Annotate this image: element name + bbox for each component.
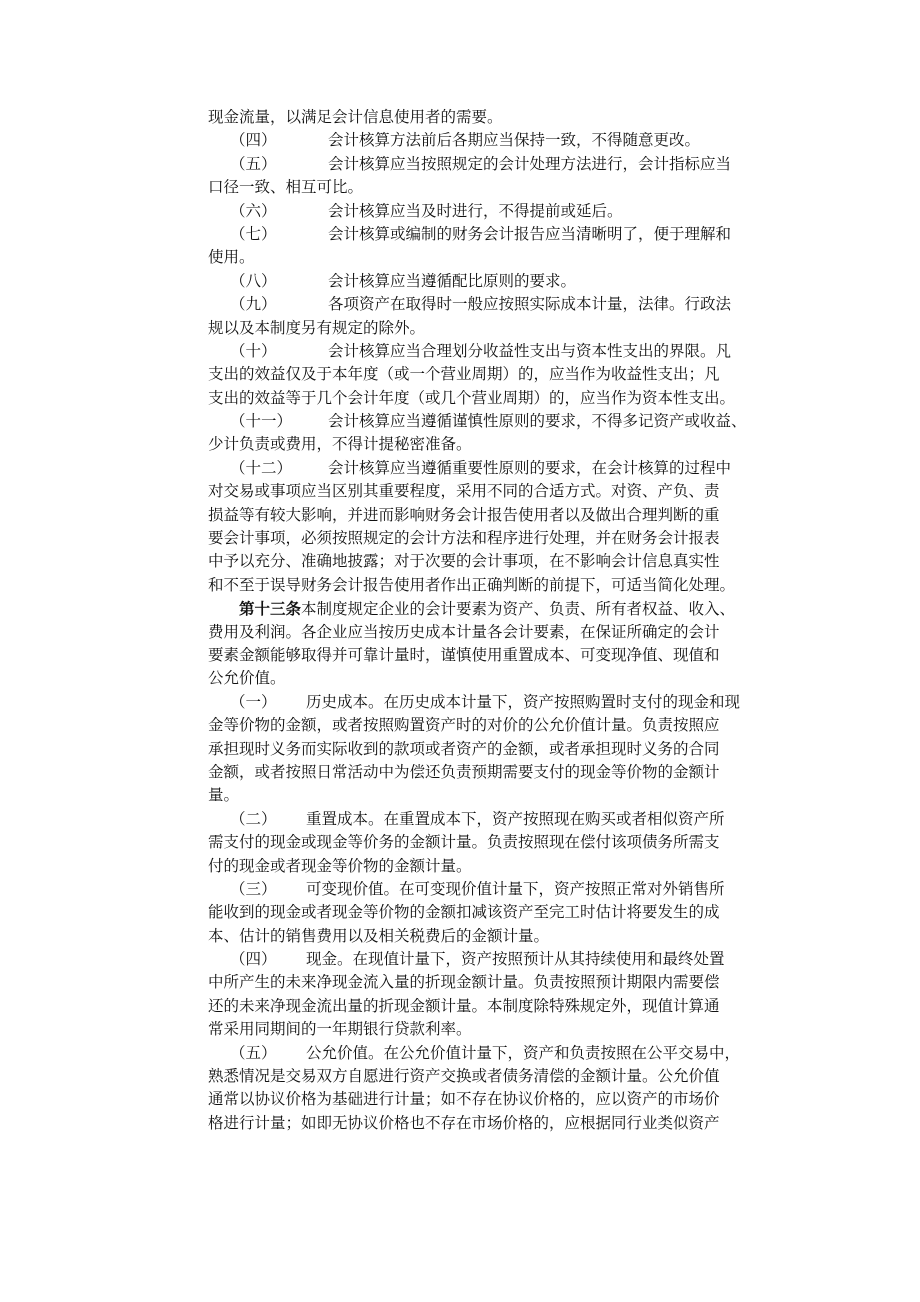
paragraph-line: 会计核算应当遵循配比原则的要求。 bbox=[328, 271, 577, 290]
paragraph-line: 会计核算应当及时进行，不得提前或延后。 bbox=[328, 201, 623, 220]
paragraph-line: 可变现价值。在可变现价值计量下，资产按照正常对外销售所 bbox=[306, 879, 725, 898]
item-number: （五） bbox=[230, 1043, 277, 1062]
paragraph-line: 公允价值。 bbox=[208, 669, 286, 688]
article-label: 第十三条 bbox=[239, 599, 302, 619]
paragraph-line: 支出的效益等于几个会计年度（或几个营业周期）的，应当作为资本性支出。 bbox=[208, 388, 736, 407]
paragraph-line: 格进行计量；如即无协议价格也不存在市场价格的，应根据同行业类似资产 bbox=[208, 1113, 720, 1132]
list-item-9 bbox=[208, 293, 754, 316]
list-item-11 bbox=[208, 410, 754, 433]
item-number: （一） bbox=[230, 692, 277, 711]
paragraph-line: 中所产生的未来净现金流入量的折现金额计量。负责按照预计期限内需要偿 bbox=[208, 973, 720, 992]
paragraph-line: 中予以充分、准确地披露；对于次要的会计事项，在不影响会计信息真实性 bbox=[208, 552, 720, 571]
list-item-10 bbox=[208, 340, 754, 363]
measure-item-1 bbox=[208, 691, 754, 714]
paragraph-line: 量。 bbox=[208, 786, 240, 805]
document-page bbox=[208, 106, 754, 1135]
item-number: （七） bbox=[230, 224, 277, 243]
list-item-6 bbox=[208, 200, 754, 223]
measure-item-2 bbox=[208, 808, 754, 831]
list-item-5 bbox=[208, 153, 754, 176]
item-number: （十二） bbox=[230, 458, 293, 477]
measure-item-5 bbox=[208, 1042, 754, 1065]
paragraph-line: 各项资产在取得时一般应按照实际成本计量，法律。行政法 bbox=[328, 295, 732, 314]
paragraph-line: 现金流量，以满足会计信息使用者的需要。 bbox=[208, 108, 503, 126]
list-item-8 bbox=[208, 270, 754, 293]
paragraph-line: 少计负责或费用，不得计提秘密准备。 bbox=[208, 435, 472, 454]
paragraph-line: 通常以协议价格为基础进行计量；如不存在协议价格的，应以资产的市场价 bbox=[208, 1090, 720, 1109]
paragraph-line: 本制度规定企业的会计要素为资产、负责、所有者权益、收入、 bbox=[301, 600, 736, 619]
paragraph-line: 要会计事项，必须按照规定的会计方法和程序进行处理，并在财务会计报表 bbox=[208, 529, 720, 548]
paragraph-line: 能收到的现金或者现金等价物的金额扣减该资产至完工时估计将要发生的成 bbox=[208, 903, 720, 922]
paragraph-line: 要素金额能够取得并可靠计量时，谨慎使用重置成本、可变现净值、现值和 bbox=[208, 645, 720, 664]
paragraph-line: 需支付的现金或现金等价务的金额计量。负责按照现在偿付该项债务所需支 bbox=[208, 833, 720, 852]
paragraph-line: 金等价物的金额，或者按照购置资产时的对价的公允价值计量。负责按照应 bbox=[208, 716, 720, 735]
measure-item-3 bbox=[208, 878, 754, 901]
paragraph-line: 会计核算应当遵循重要性原则的要求，在会计核算的过程中 bbox=[328, 458, 732, 477]
paragraph-line: 熟悉情况是交易双方自愿进行资产交换或者债务清偿的金额计量。公允价值 bbox=[208, 1067, 720, 1086]
item-number: （十一） bbox=[230, 412, 293, 431]
paragraph-line: 付的现金或者现金等价物的金额计量。 bbox=[208, 856, 472, 875]
item-number: （四） bbox=[230, 950, 277, 969]
paragraph-line: 承担现时义务而实际收到的款项或者资产的金额，或者承担现时义务的合同 bbox=[208, 739, 720, 758]
paragraph-line: 金额，或者按照日常活动中为偿还负责预期需要支付的现金等价物的金额计 bbox=[208, 762, 720, 781]
paragraph-line: 和不至于误导财务会计报告使用者作出正确判断的前提下，可适当简化处理。 bbox=[208, 575, 736, 594]
item-number: （八） bbox=[230, 271, 277, 290]
item-number: （九） bbox=[230, 295, 277, 314]
list-item-12 bbox=[208, 457, 754, 480]
paragraph-line: 会计核算方法前后各期应当保持一致，不得随意更改。 bbox=[328, 131, 701, 150]
paragraph-line: 常采用同期间的一年期银行贷款利率。 bbox=[208, 1020, 472, 1039]
item-number: （二） bbox=[230, 809, 277, 828]
item-number: （五） bbox=[230, 154, 277, 173]
paragraph-line: 会计核算应当按照规定的会计处理方法进行，会计指标应当 bbox=[328, 154, 732, 173]
paragraph-line: 对交易或事项应当区别其重要程度，采用不同的合适方式。对资、产负、责 bbox=[208, 482, 720, 501]
paragraph-line: 费用及利润。各企业应当按历史成本计量各会计要素，在保证所确定的会计 bbox=[208, 622, 720, 641]
item-number: （十） bbox=[230, 341, 277, 360]
list-item-7 bbox=[208, 223, 754, 246]
item-number: （三） bbox=[230, 879, 277, 898]
paragraph-line: 损益等有较大影响，并进而影响财务会计报告使用者以及做出合理判断的重 bbox=[208, 505, 720, 524]
paragraph-line: 会计核算应当合理划分收益性支出与资本性支出的界限。凡 bbox=[328, 341, 732, 360]
item-number: （六） bbox=[230, 201, 277, 220]
paragraph-line: 使用。 bbox=[208, 248, 255, 267]
paragraph-line: 重置成本。在重置成本下，资产按照现在购买或者相似资产所 bbox=[306, 809, 725, 828]
paragraph-line: 历史成本。在历史成本计量下，资产按照购置时支付的现金和现 bbox=[306, 692, 741, 711]
paragraph-line: 会计核算应当遵循谨慎性原则的要求，不得多记资产或收益、 bbox=[328, 412, 747, 431]
paragraph-line: 规以及本制度另有规定的除外。 bbox=[208, 318, 426, 337]
paragraph-line: 还的未来净现金流出量的折现金额计量。本制度除特殊规定外，现值计算通 bbox=[208, 996, 720, 1015]
paragraph-line: 现金。在现值计量下，资产按照预计从其持续使用和最终处置 bbox=[306, 950, 725, 969]
paragraph-line: 口径一致、相互可比。 bbox=[208, 178, 364, 197]
article-13 bbox=[208, 597, 754, 620]
measure-item-4 bbox=[208, 948, 754, 971]
paragraph-line: 公允价值。在公允价值计量下，资产和负责按照在公平交易中， bbox=[306, 1043, 741, 1062]
paragraph-line: 本、估计的销售费用以及相关税费后的金额计量。 bbox=[208, 926, 550, 945]
paragraph-line: 会计核算或编制的财务会计报告应当清晰明了，便于理解和 bbox=[328, 224, 732, 243]
paragraph-line: 支出的效益仅及于本年度（或一个营业周期）的，应当作为收益性支出；凡 bbox=[208, 365, 720, 384]
item-number: （四） bbox=[230, 131, 277, 150]
list-item-4 bbox=[208, 129, 754, 152]
